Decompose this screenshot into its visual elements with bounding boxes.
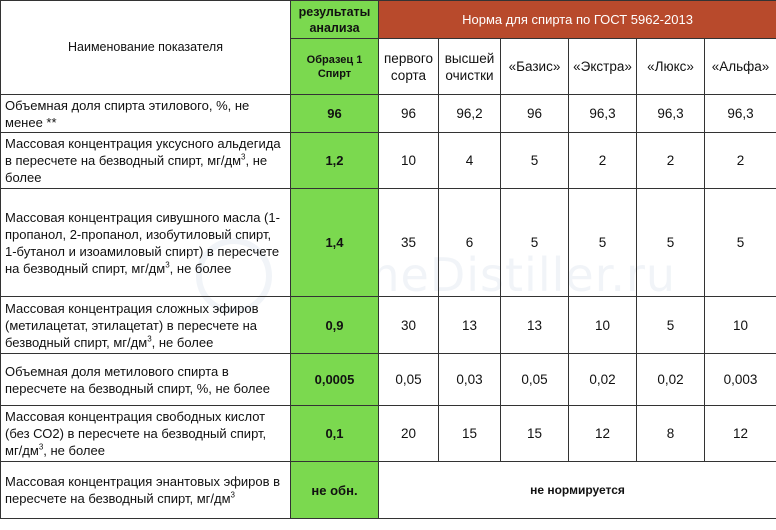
norm-value: 5 (569, 189, 637, 297)
table-row (1, 133, 776, 189)
param-name: Массовая концентрация сивушного масла (1-пропанол, 2-пропанол, изобутиловый спирт, 1-бутанол и изоамиловый спирт) в пересчете на безводный спирт, $мг/дм^3$, не более (1, 189, 291, 297)
norm-value: 0,003 (705, 354, 776, 406)
norm-value: 15 (439, 406, 501, 462)
norm-value: 96,3 (569, 95, 637, 133)
norm-value: 12 (569, 406, 637, 462)
param-name: Массовая концентрация энантовых эфиров в пересчете на безводный спирт, $мг/дм^3$ (1, 462, 291, 519)
grade-header: «Люкс» (637, 39, 705, 95)
sample-value: не обн. (291, 462, 379, 519)
norm-value: 13 (439, 297, 501, 354)
norm-value: 10 (569, 297, 637, 354)
norm-value: 30 (379, 297, 439, 354)
param-name: Объемная доля метилового спирта в пересчете на безводный спирт, %, не более (1, 354, 291, 406)
norm-value: 96 (379, 95, 439, 133)
norm-value: 10 (379, 133, 439, 189)
watermark: HomeDistiller.ru (290, 248, 677, 302)
norm-value: 5 (637, 297, 705, 354)
norm-value: 4 (439, 133, 501, 189)
norm-value: 0,02 (569, 354, 637, 406)
norm-value: 0,05 (501, 354, 569, 406)
table-row (1, 406, 776, 462)
table-row (1, 354, 776, 406)
norm-value: 13 (501, 297, 569, 354)
norm-value: 12 (705, 406, 776, 462)
table-row (1, 297, 776, 354)
grade-header: высшей очистки (439, 39, 501, 95)
sample-value: 1,4 (291, 189, 379, 297)
param-name: Объемная доля спирта этилового, %, не менее ** (1, 95, 291, 133)
norm-value: 10 (705, 297, 776, 354)
sample-value: 96 (291, 95, 379, 133)
norm-value: 2 (569, 133, 637, 189)
grade-header: «Базис» (501, 39, 569, 95)
norm-value: 5 (501, 133, 569, 189)
sample-value: 1,2 (291, 133, 379, 189)
grade-header: «Экстра» (569, 39, 637, 95)
param-name: Массовая концентрация свободных кислот (без СО2) в пересчете на безводный спирт, $мг/дм^3$, не более (1, 406, 291, 462)
norm-column-header: Норма для спирта по ГОСТ 5962-2013 (379, 1, 776, 39)
norm-value: 0,03 (439, 354, 501, 406)
norm-value: 0,02 (637, 354, 705, 406)
norm-value: 96 (501, 95, 569, 133)
table-row (1, 95, 776, 133)
norm-value: 96,3 (705, 95, 776, 133)
norm-value: 15 (501, 406, 569, 462)
results-column-header: результаты анализа (291, 1, 379, 39)
norm-value: 0,05 (379, 354, 439, 406)
grade-header: «Альфа» (705, 39, 776, 95)
table-row (1, 462, 776, 519)
param-name: Массовая концентрация сложных эфиров (метилацетат, этилацетат) в пересчете на безводный спирт, $мг/дм^3$, не более (1, 297, 291, 354)
norm-value: 8 (637, 406, 705, 462)
norm-value: 5 (501, 189, 569, 297)
norm-value: 96,2 (439, 95, 501, 133)
norm-value: 35 (379, 189, 439, 297)
sample-value: 0,1 (291, 406, 379, 462)
table-row (1, 189, 776, 297)
param-column-header: Наименование показателя (1, 1, 291, 95)
norm-value: 6 (439, 189, 501, 297)
sample-label: Образец 1 Спирт (291, 39, 379, 95)
not-regulated-note: не нормируется (379, 462, 776, 519)
norm-value: 2 (705, 133, 776, 189)
norm-value: 96,3 (637, 95, 705, 133)
param-name: Массовая концентрация уксусного альдегида в пересчете на безводный спирт, $мг/дм^3$, не более (1, 133, 291, 189)
sample-value: 0,0005 (291, 354, 379, 406)
sample-value: 0,9 (291, 297, 379, 354)
norm-value: 20 (379, 406, 439, 462)
norm-value: 5 (637, 189, 705, 297)
grade-header: первого сорта (379, 39, 439, 95)
norm-value: 5 (705, 189, 776, 297)
norm-value: 2 (637, 133, 705, 189)
